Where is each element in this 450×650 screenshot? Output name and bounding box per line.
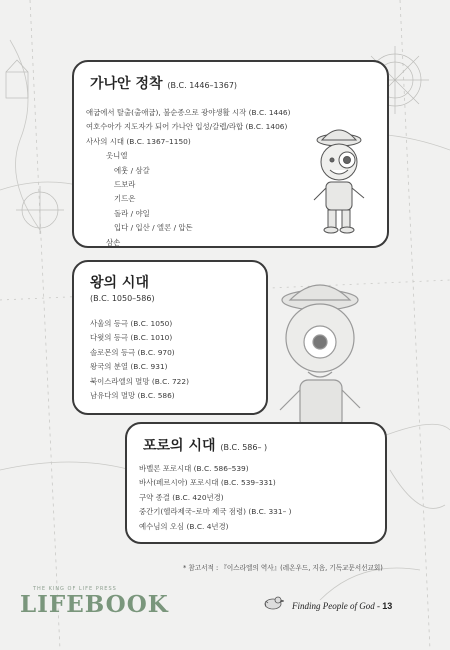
- list-item: 사사의 시대 (B.C. 1367–1150): [86, 136, 191, 146]
- lifebook-logo: LIFEBOOK: [20, 591, 169, 618]
- kingdom-era-card: [72, 260, 268, 415]
- list-item: 북이스라엘의 멸망 (B.C. 722): [90, 376, 189, 386]
- list-item: 드보라: [114, 179, 136, 189]
- list-item: 예수님의 오심 (B.C. 4년경): [139, 521, 229, 531]
- list-item: 솔로몬의 등극 (B.C. 970): [90, 347, 175, 357]
- bird-icon: [262, 595, 284, 611]
- list-item: 다윗의 등극 (B.C. 1010): [90, 333, 173, 343]
- publisher-tagline: THE KING OF LIFE PRESS: [33, 586, 117, 592]
- list-item: 입다 / 입산 / 엘론 / 압돈: [114, 223, 193, 233]
- list-item: 기드온: [114, 194, 136, 204]
- event-list: [90, 317, 189, 403]
- list-item: 여호수아가 지도자가 되어 가나안 입성/갈렙/라합 (B.C. 1406): [86, 122, 288, 132]
- list-item: 바사(페르시아) 포로시대 (B.C. 539–331): [139, 478, 276, 488]
- section-title: [90, 73, 237, 93]
- page-number: 13: [382, 601, 393, 611]
- list-item: 사울의 등극 (B.C. 1050): [90, 319, 173, 328]
- list-item: 구약 종결 (B.C. 420년경): [139, 492, 224, 502]
- list-item: 돌라 / 야일: [114, 208, 150, 218]
- canaan-settlement-card: [72, 60, 389, 248]
- event-list: [86, 106, 291, 250]
- section-title-text: 가나안 정착: [90, 76, 163, 92]
- exile-era-card: [125, 422, 387, 544]
- section-period: (B.C. 1050–586): [90, 294, 155, 303]
- list-item: 바벨론 포로시대 (B.C. 586–539): [139, 464, 249, 473]
- list-item: 남유다의 멸망 (B.C. 586): [90, 390, 175, 400]
- book-title: Finding People of God -: [292, 601, 383, 611]
- page-footer: [292, 601, 392, 611]
- list-item: 중간기(헬라제국–로마 제국 점령) (B.C. 331– ): [139, 507, 292, 517]
- reference-footnote: * 참고서적 : 『이스라엘의 역사』(레온우드, 지음, 기독교문서선교회): [183, 564, 383, 572]
- list-item: 삼손: [106, 237, 121, 247]
- section-period: (B.C. 586– ): [220, 443, 268, 452]
- list-item: 옷니엘: [106, 151, 128, 161]
- section-period: (B.C. 1446–1367): [167, 81, 238, 90]
- explorer-character-icon: [306, 126, 372, 238]
- list-item: 왕국의 분열 (B.C. 931): [90, 362, 168, 372]
- section-title-text: 포로의 시대: [143, 438, 216, 454]
- list-item: 에훗 / 삼갈: [114, 165, 150, 175]
- section-title: 왕의 시대: [90, 275, 149, 291]
- event-list: [139, 462, 292, 534]
- section-title: [143, 435, 267, 455]
- list-item: 애굽에서 탈출(출애굽), 불순종으로 광야생활 시작 (B.C. 1446): [86, 108, 291, 117]
